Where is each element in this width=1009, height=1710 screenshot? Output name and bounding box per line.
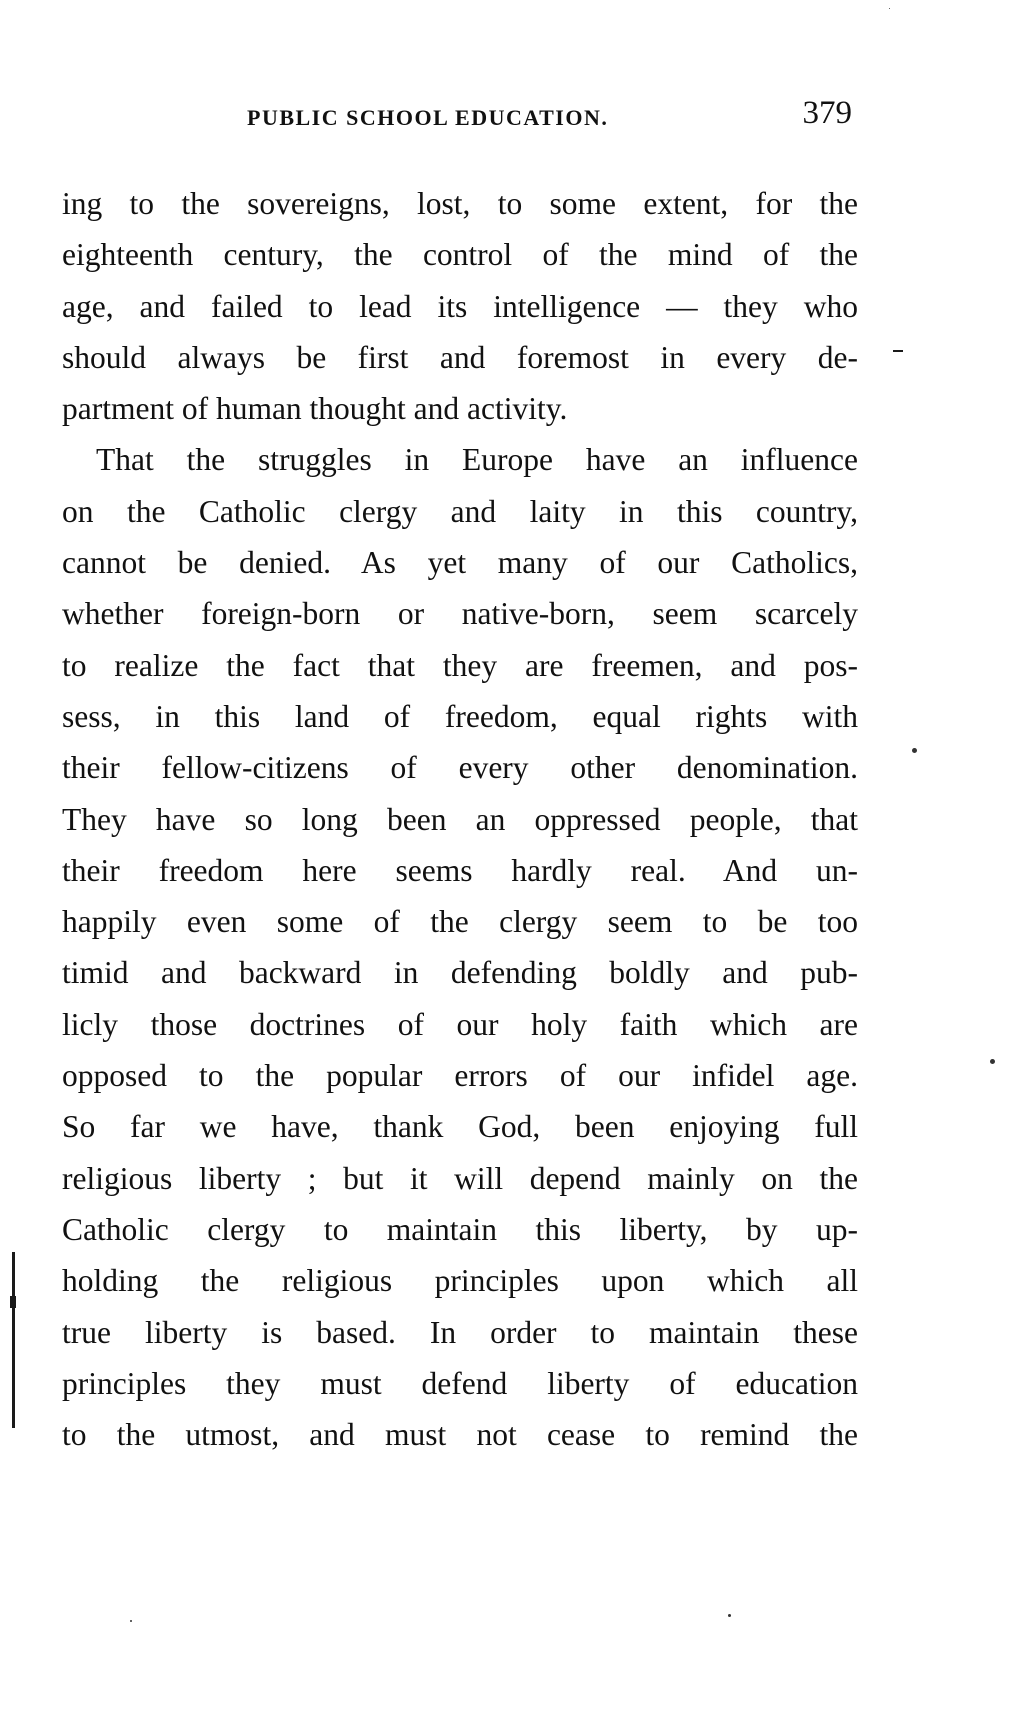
text-line: to realize the fact that they are freemen, and pos- (62, 647, 858, 683)
text-line: religious liberty ; but it will depend mainly on the (62, 1160, 858, 1196)
text-line: timid and backward in defending boldly and pub- (62, 955, 858, 991)
text-line: opposed to the popular errors of our infidel age. (62, 1058, 858, 1094)
running-head (62, 95, 852, 139)
text-line: They have so long been an oppressed people, that (62, 801, 858, 837)
margin-dash (893, 350, 903, 352)
running-title: PUBLIC SCHOOL EDUCATION. (247, 105, 609, 130)
body-text (62, 178, 858, 1460)
scan-speck (990, 1059, 995, 1064)
text-line: Catholic clergy to maintain this liberty, by up- (62, 1211, 858, 1247)
scan-speck (889, 8, 890, 9)
text-line: ing to the sovereigns, lost, to some extent, for the (62, 186, 858, 221)
text-line: sess, in this land of freedom, equal rights with (62, 698, 858, 734)
text-line: their freedom here seems hardly real. And un- (62, 852, 858, 888)
paragraph-2 (62, 434, 858, 1460)
text-line: That the struggles in Europe have an influence (96, 442, 858, 478)
text-line: eighteenth century, the control of the mind of the (62, 237, 858, 273)
text-line: licly those doctrines of our holy faith which are (62, 1006, 858, 1042)
text-line: whether foreign-born or native-born, seem scarcely (62, 596, 858, 632)
text-line: to the utmost, and must not cease to remind the (62, 1417, 858, 1453)
text-line: their fellow-citizens of every other denomination. (62, 750, 858, 786)
margin-bar (12, 1252, 15, 1428)
text-line: on the Catholic clergy and laity in this country, (62, 493, 858, 529)
paragraph-1 (62, 178, 858, 434)
text-line: principles they must defend liberty of education (62, 1365, 858, 1401)
text-line: cannot be denied. As yet many of our Catholics, (62, 545, 858, 581)
text-line: So far we have, thank God, been enjoying full (62, 1109, 858, 1145)
page-number: 379 (802, 95, 852, 131)
margin-tick (10, 1296, 16, 1308)
text-line: partment of human thought and activity. (62, 391, 568, 427)
scan-speck (130, 1620, 132, 1622)
text-line: happily even some of the clergy seem to be too (62, 904, 858, 940)
text-line: age, and failed to lead its intelligence — they who (62, 288, 858, 324)
scan-speck (912, 748, 917, 753)
scan-speck (728, 1614, 731, 1617)
text-line: true liberty is based. In order to maintain these (62, 1314, 858, 1350)
text-line: holding the religious principles upon which all (62, 1263, 858, 1299)
text-line: should always be first and foremost in every de- (62, 339, 858, 375)
